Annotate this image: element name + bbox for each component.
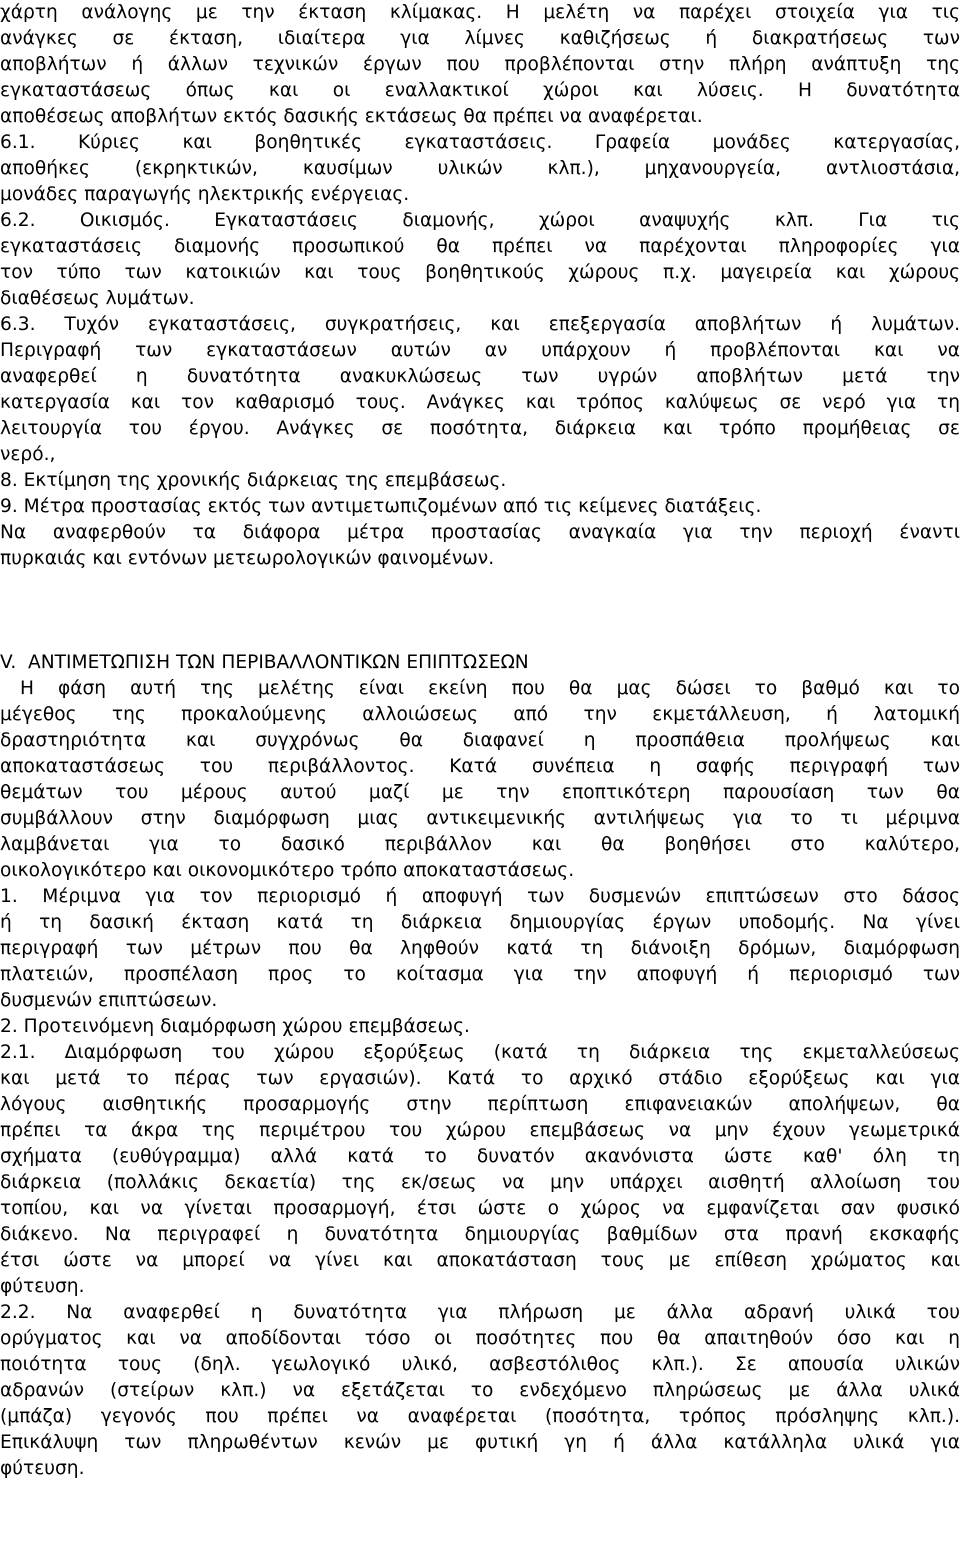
text-line: εγκαταστάσεις διαμονής προσωπικού θα πρέπει να παρέχονται πληροφορίες για xyxy=(0,236,960,257)
text-line: και μετά το πέρας των εργασιών). Κατά το αρχικό στάδιο εξορύξεως και για xyxy=(0,1068,960,1089)
section-heading-6-1: 6.1. Κύριες και βοηθητικές εγκαταστάσεις. Γραφεία μονάδες κατεργασίας, xyxy=(0,132,960,153)
text-line: μονάδες παραγωγής ηλεκτρικής ενέργειας. xyxy=(0,184,410,205)
text-line: λειτουργία του έργου. Ανάγκες σε ποσότητα, διάρκεια και τρόπο προμήθειας σε xyxy=(0,418,960,439)
text-line: έτσι ώστε να μπορεί να γίνει και αποκατάσταση τους με επίθεση χρώματος και xyxy=(0,1250,960,1271)
text-line: διάκενο. Να περιγραφεί η δυνατότητα δημιουργίας βαθμίδων στα πρανή εκσκαφής xyxy=(0,1224,960,1245)
text-line: αδρανών (στείρων κλπ.) να εξετάζεται το ενδεχόμενο πληρώσεως με άλλα υλικά xyxy=(0,1380,960,1401)
text-line: ανάγκες σε έκταση, ιδιαίτερα για λίμνες καθιζήσεως ή διακρατήσεως των xyxy=(0,28,960,49)
text-line: οικολογικότερο και οικονομικότερο τρόπο αποκαταστάσεως. xyxy=(0,860,575,881)
text-line: διαθέσεως λυμάτων. xyxy=(0,288,195,309)
section-heading-6-3: 6.3. Τυχόν εγκαταστάσεις, συγκρατήσεις, και επεξεργασία αποβλήτων ή λυμάτων. xyxy=(0,314,960,335)
text-line: σχήματα (ευθύγραμμα) αλλά κατά το δυνατόν ακανόνιστα ώστε καθ' όλη τη xyxy=(0,1146,960,1167)
text-line: αναφερθεί η δυνατότητα ανακυκλώσεως των υγρών αποβλήτων μετά την xyxy=(0,366,960,387)
text-line: δραστηριότητα και συγχρόνως θα διαφανεί η προσπάθεια προλήψεως και xyxy=(0,730,960,751)
section-heading-9: 9. Μέτρα προστασίας εκτός των αντιμετωπιζομένων από τις κείμενες διατάξεις. xyxy=(0,496,762,517)
text-line: χάρτη ανάλογης με την έκταση κλίμακας. Η μελέτη να παρέχει στοιχεία για τις xyxy=(0,2,960,23)
text-line: τοπίου, και να γίνεται προσαρμογή, έτσι ώστε ο χώρος να εμφανίζεται σαν φυσικό xyxy=(0,1198,960,1219)
text-line: πρέπει τα άκρα της περιμέτρου του χώρου επεμβάσεως να μην έχουν γεωμετρικά xyxy=(0,1120,960,1141)
section-heading-6-2: 6.2. Οικισμός. Εγκαταστάσεις διαμονής, χώροι αναψυχής κλπ. Για τις xyxy=(0,210,960,231)
text-line: ή τη δασική έκταση κατά τη διάρκεια δημιουργίας έργων υποδομής. Να γίνει xyxy=(0,912,960,933)
section-heading-8: 8. Εκτίμηση της χρονικής διάρκειας της επεμβάσεως. xyxy=(0,470,507,491)
text-line: αποβλήτων ή άλλων τεχνικών έργων που προβλέπονται στην πλήρη ανάπτυξη της xyxy=(0,54,960,75)
text-line: συμβάλλουν στην διαμόρφωση μιας αντικειμενικής αντιλήψεως για το τι μέριμνα xyxy=(0,808,960,829)
text-line: νερό., xyxy=(0,444,56,465)
text-line: (μπάζα) γεγονός που πρέπει να αναφέρεται (ποσότητα, τρόπος πρόσληψης κλπ.). xyxy=(0,1406,960,1427)
text-line: εγκαταστάσεως όπως και οι εναλλακτικοί χώροι και λύσεις. Η δυνατότητα xyxy=(0,80,960,101)
text-line: λαμβάνεται για το δασικό περιβάλλον και θα βοηθήσει στο καλύτερο, xyxy=(0,834,960,855)
text-line: αποθήκες (εκρηκτικών, καυσίμων υλικών κλπ.), μηχανουργεία, αντλιοστάσια, xyxy=(0,158,960,179)
text-line: λόγους αισθητικής προσαρμογής στην περίπτωση επιφανειακών απολήψεων, θα xyxy=(0,1094,960,1115)
text-line: τον τύπο των κατοικιών και τους βοηθητικούς χώρους π.χ. μαγειρεία και χώρους xyxy=(0,262,960,283)
section-heading-2-2: 2.2. Να αναφερθεί η δυνατότητα για πλήρωση με άλλα αδρανή υλικά του xyxy=(0,1302,960,1323)
section-heading-1: 1. Μέριμνα για τον περιορισμό ή αποφυγή των δυσμενών επιπτώσεων στο δάσος xyxy=(0,886,960,907)
text-line: αποκαταστάσεως του περιβάλλοντος. Κατά συνέπεια η σαφής περιγραφή των xyxy=(0,756,960,777)
section-heading-2: 2. Προτεινόμενη διαμόρφωση χώρου επεμβάσεως. xyxy=(0,1016,470,1037)
text-line: πυρκαιάς και εντόνων μετεωρολογικών φαινομένων. xyxy=(0,548,495,569)
text-line: κατεργασία και τον καθαρισμό τους. Ανάγκες και τρόπος καλύψεως σε νερό για τη xyxy=(0,392,960,413)
text-line: ορύγματος και να αποδίδονται τόσο οι ποσότητες που θα απαιτηθούν όσο και η xyxy=(0,1328,960,1349)
text-line: ποιότητα τους (δηλ. γεωλογικό υλικό, ασβεστόλιθος κλπ.). Σε απουσία υλικών xyxy=(0,1354,960,1375)
text-line: φύτευση. xyxy=(0,1276,85,1297)
text-line: πλατειών, προσπέλαση προς το κοίτασμα για την αποφυγή ή περιορισμό των xyxy=(0,964,960,985)
chapter-heading-v: V. ΑΝΤΙΜΕΤΩΠΙΣΗ ΤΩΝ ΠΕΡΙΒΑΛΛΟΝΤΙΚΩΝ ΕΠΙΠΤΩΣΕΩΝ xyxy=(0,652,529,673)
text-line: φύτευση. xyxy=(0,1458,85,1479)
text-line: περιγραφή των μέτρων που θα ληφθούν κατά τη διάνοιξη δρόμων, διαμόρφωση xyxy=(0,938,960,959)
text-line: Η φάση αυτή της μελέτης είναι εκείνη που θα μας δώσει το βαθμό και το xyxy=(20,678,960,699)
text-line: διάρκεια (πολλάκις δεκαετία) της εκ/σεως να μην υπάρχει αισθητή αλλοίωση του xyxy=(0,1172,960,1193)
text-line: δυσμενών επιπτώσεων. xyxy=(0,990,218,1011)
text-line: Περιγραφή των εγκαταστάσεων αυτών αν υπάρχουν ή προβλέπονται και να xyxy=(0,340,960,361)
section-heading-2-1: 2.1. Διαμόρφωση του χώρου εξορύξεως (κατά τη διάρκεια της εκμεταλλεύσεως xyxy=(0,1042,960,1063)
text-line: Να αναφερθούν τα διάφορα μέτρα προστασίας αναγκαία για την περιοχή έναντι xyxy=(0,522,960,543)
text-line: μέγεθος της προκαλούμενης αλλοιώσεως από την εκμετάλλευση, ή λατομική xyxy=(0,704,960,725)
text-line: θεμάτων του μέρους αυτού μαζί με την εποπτικότερη παρουσίαση των θα xyxy=(0,782,960,803)
text-line: αποθέσεως αποβλήτων εκτός δασικής εκτάσεως θα πρέπει να αναφέρεται. xyxy=(0,106,703,127)
text-line: Επικάλυψη των πληρωθέντων κενών με φυτική γη ή άλλα κατάλληλα υλικά για xyxy=(0,1432,960,1453)
